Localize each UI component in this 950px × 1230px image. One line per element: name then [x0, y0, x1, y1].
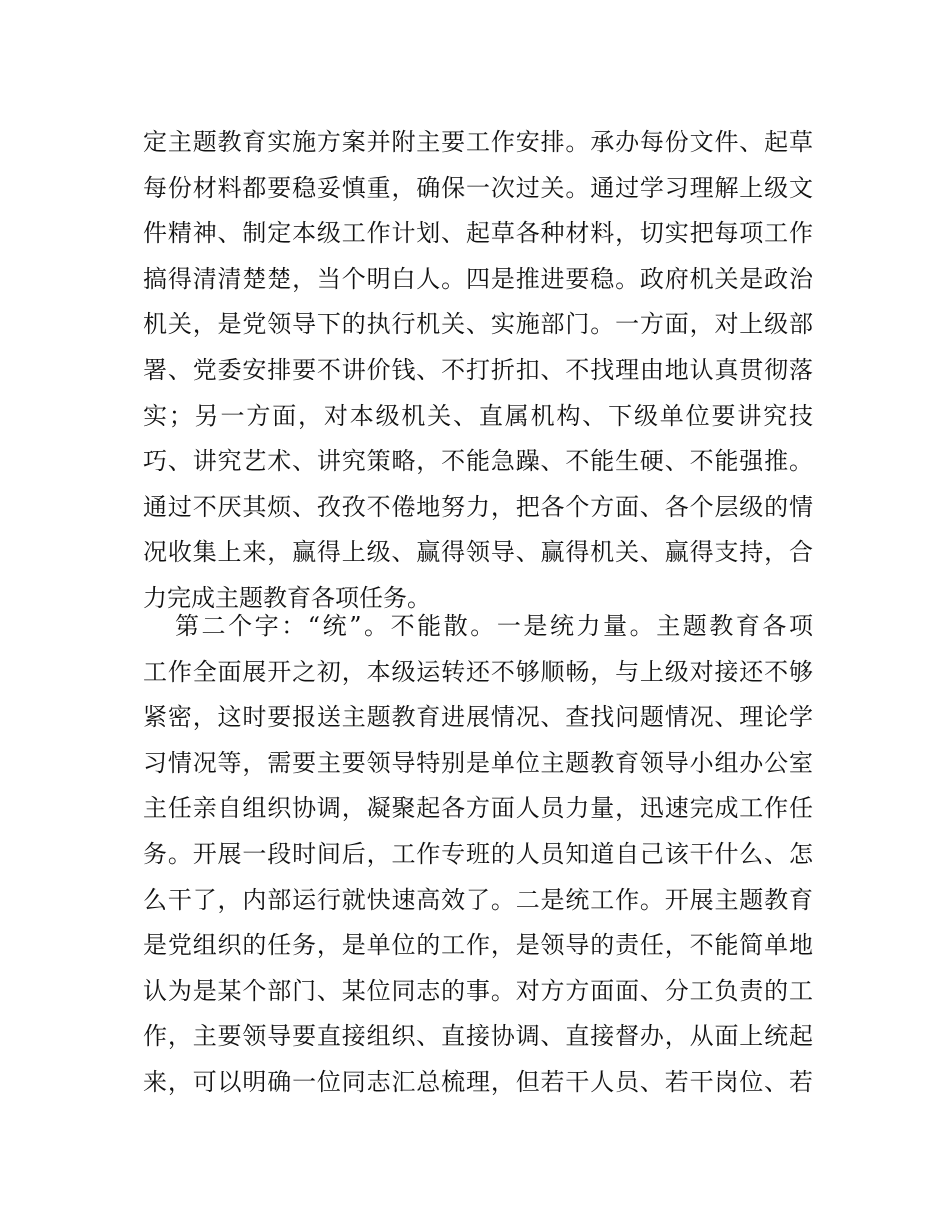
paragraph-2-line-5: 主任亲自组织协调，凝聚起各方面人员力量，迅速完成工作任 [143, 794, 813, 823]
paragraph-1-line-9: 通过不厌其烦、孜孜不倦地努力，把各个方面、各个层级的情 [143, 492, 813, 521]
paragraph-2-line-2: 工作全面展开之初，本级运转还不够顺畅，与上级对接还不够 [143, 657, 813, 686]
paragraph-1-line-4: 搞得清清楚楚，当个明白人。四是推进要稳。政府机关是政治 [143, 264, 813, 293]
paragraph-2-line-11: 来，可以明确一位同志汇总梳理，但若干人员、若干岗位、若 [143, 1067, 813, 1096]
paragraph-1-line-5: 机关，是党领导下的执行机关、实施部门。一方面，对上级部 [143, 310, 813, 339]
paragraph-1-line-7: 实；另一方面，对本级机关、直属机构、下级单位要讲究技 [143, 401, 813, 430]
paragraph-1-line-2: 每份材料都要稳妥慎重，确保一次过关。通过学习理解上级文 [143, 173, 813, 202]
paragraph-1-line-3: 件精神、制定本级工作计划、起草各种材料，切实把每项工作 [143, 219, 813, 248]
paragraph-2-line-1: 第二个字：“统”。不能散。一是统力量。主题教育各项 [175, 612, 813, 640]
paragraph-2-line-3: 紧密，这时要报送主题教育进展情况、查找问题情况、理论学 [143, 703, 813, 732]
paragraph-1-line-8: 巧、讲究艺术、讲究策略，不能急躁、不能生硬、不能强推。 [143, 447, 813, 476]
paragraph-1-line-11: 力完成主题教育各项任务。 [143, 583, 431, 612]
paragraph-1-line-10: 况收集上来，赢得上级、赢得领导、赢得机关、赢得支持，合 [143, 538, 813, 567]
paragraph-2 [143, 604, 813, 1106]
paragraph-2-line-10: 作，主要领导要直接组织、直接协调、直接督办，从面上统起 [143, 1022, 813, 1051]
paragraph-2-line-8: 是党组织的任务，是单位的工作，是领导的责任，不能简单地 [143, 931, 813, 960]
paragraph-2-line-6: 务。开展一段时间后，工作专班的人员知道自己该干什么、怎 [143, 839, 813, 868]
paragraph-2-line-9: 认为是某个部门、某位同志的事。对方方面面、分工负责的工 [143, 976, 813, 1005]
paragraph-1-line-1: 定主题教育实施方案并附主要工作安排。承办每份文件、起草 [143, 128, 813, 156]
paragraph-2-line-4: 习情况等，需要主要领导特别是单位主题教育领导小组办公室 [143, 748, 813, 777]
paragraph-2-line-7: 么干了，内部运行就快速高效了。二是统工作。开展主题教育 [143, 885, 813, 914]
paragraph-1-line-6: 署、党委安排要不讲价钱、不打折扣、不找理由地认真贯彻落 [143, 355, 813, 384]
paragraph-1 [143, 120, 813, 622]
